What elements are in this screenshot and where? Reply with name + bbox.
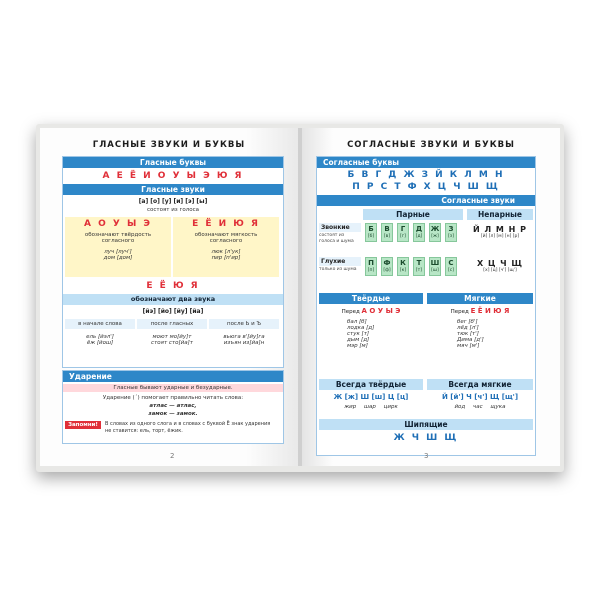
- voiceless-tile-sound: [ф]: [383, 268, 391, 273]
- always-hard-bar: Всегда твёрдые: [319, 379, 423, 390]
- cons-letters-bar: Согласные буквы: [317, 157, 535, 168]
- voiceless-tile: [397, 257, 409, 276]
- voiceless-tile: [429, 257, 441, 276]
- soft-before: [427, 307, 533, 315]
- vowel-letters-bar: Гласные буквы: [63, 157, 283, 168]
- voiced-tile-letter: Г: [400, 225, 406, 233]
- hard-before-letters: А О У Ы Э: [361, 307, 401, 315]
- col-start-label: в начале слова: [65, 319, 135, 329]
- voiceless-tile-sound: [п]: [367, 268, 375, 273]
- col-after-signs-example-1: вьюга в'[йу]га: [223, 334, 265, 340]
- soft-example: Дима [д']: [457, 337, 484, 343]
- unpaired-voiced-letters: Й Л М Н Р: [473, 225, 527, 234]
- hard-before-label: Перед: [341, 309, 360, 315]
- voiceless-tile-letter: К: [400, 259, 406, 267]
- col-after-vowels-example-1: моют мо[йу]т: [152, 334, 192, 340]
- consonants-panel: [316, 156, 536, 456]
- voiceless-tile-sound: [т]: [415, 268, 423, 273]
- unpaired-voiced: [467, 225, 533, 239]
- voiced-tile: [397, 223, 409, 242]
- hard-examples: [347, 319, 417, 349]
- stress-bar: Ударение: [63, 371, 283, 382]
- col-after-vowels-example-2: стоят сто[йа]т: [151, 340, 193, 346]
- soft-example: мяч [м']: [457, 343, 480, 349]
- vowels-panel: [62, 156, 284, 368]
- hard-example: лодка [д]: [347, 325, 375, 331]
- soft-example-2: пир [п'ир]: [211, 255, 241, 261]
- voiced-tile-sound: [д]: [415, 234, 423, 239]
- voiceless-tile-letter: Ф: [383, 259, 391, 267]
- voiced-tile: [381, 223, 393, 242]
- unpaired-voiceless: [467, 259, 533, 273]
- soft-bar: Мягкие: [427, 293, 533, 304]
- left-page-number: 2: [170, 452, 175, 460]
- hard-example: мэр [м]: [347, 343, 368, 349]
- voiceless-tile: [381, 257, 393, 276]
- col-after-signs-example-2: изъян из[йа]н: [223, 340, 265, 346]
- col-start-example-2: ёж [йош]: [86, 340, 114, 346]
- voiceless-tiles: [365, 257, 463, 277]
- hard-note: обозначают твёрдость согласного: [84, 232, 152, 244]
- hard-before: [319, 307, 423, 315]
- voiceless-tile: [365, 257, 377, 276]
- col-start: [65, 319, 135, 346]
- col-after-signs: [209, 319, 279, 346]
- voiceless-label-block: [319, 257, 361, 273]
- unpaired-voiced-sounds: [й] [л] [м] [н] [р]: [480, 234, 520, 239]
- left-page: [40, 128, 298, 466]
- soft-example: тюк [т']: [457, 331, 479, 337]
- voiced-note: состоят из голоса и шума: [319, 233, 354, 244]
- vowel-sounds-bar: Гласные звуки: [63, 184, 283, 195]
- soft-note: обозначают мягкость согласного: [194, 232, 258, 244]
- always-soft-letters: Й [й'] Ч [ч'] Щ [щ']: [441, 393, 519, 401]
- two-sounds: [йэ] [йо] [йу] [йа]: [142, 308, 204, 315]
- unpaired-voiceless-letters: Х Ц Ч Щ: [476, 259, 523, 268]
- right-page: [302, 128, 560, 466]
- hissing-letters: Ж Ч Ш Щ: [393, 433, 459, 443]
- soft-block: [173, 217, 279, 277]
- voiceless-tile-letter: Т: [416, 259, 422, 267]
- voiceless-tile-letter: П: [368, 259, 374, 267]
- stress-line-1: Гласные бывают ударные и безударные.: [63, 384, 283, 392]
- vowel-sounds-note: состоят из голоса: [146, 207, 200, 213]
- right-page-title: СОГЛАСНЫЕ ЗВУКИ И БУКВЫ: [347, 140, 515, 150]
- stress-example-2: замок — замок.: [148, 411, 198, 417]
- voiced-tile-letter: Ж: [430, 225, 440, 233]
- voiced-tile-letter: З: [448, 225, 454, 233]
- voiceless-tile-sound: [к]: [399, 268, 407, 273]
- stress-line-2: Ударение (´) помогает правильно читать слова:: [102, 395, 244, 401]
- voiceless-tile-letter: Ш: [430, 259, 440, 267]
- soft-letters: Е Ё И Ю Я: [192, 219, 260, 229]
- voiceless-tile-letter: С: [448, 259, 454, 267]
- voiced-tile-letter: Д: [415, 225, 423, 233]
- col-start-example-1: ель [йэл']: [86, 334, 114, 340]
- always-soft-examples: йод час щука: [454, 404, 506, 410]
- hard-example: бал [б]: [347, 319, 367, 325]
- hard-example-1: луч [луч']: [104, 249, 132, 255]
- unpaired-bar: Непарные: [467, 209, 533, 220]
- hard-block: [65, 217, 171, 277]
- cons-letters-row-1: Б В Г Д Ж З Й К Л М Н: [347, 170, 505, 180]
- right-page-number: 3: [424, 452, 429, 460]
- hissing-bar: Шипящие: [319, 419, 533, 430]
- voiced-tile-sound: [ж]: [431, 234, 439, 239]
- cons-sounds-bar: Согласные звуки: [317, 195, 535, 206]
- vowel-letters: А Е Ё И О У Ы Э Ю Я: [102, 171, 244, 181]
- voiced-tiles: [365, 223, 463, 243]
- col-after-vowels: [137, 319, 207, 346]
- voiceless-label: Глухие: [319, 257, 361, 266]
- voiceless-tile: [445, 257, 457, 276]
- vowel-sounds: [а] [о] [у] [и] [э] [ы]: [138, 198, 208, 205]
- voiceless-tile-sound: [ш]: [431, 268, 439, 273]
- voiced-tile-letter: Б: [368, 225, 374, 233]
- hard-example-2: дом [дом]: [103, 255, 133, 261]
- voiced-label: Звонкие: [319, 223, 361, 232]
- voiced-tile-sound: [в]: [383, 234, 391, 239]
- col-after-vowels-label: после гласных: [137, 319, 207, 329]
- paired-bar: Парные: [363, 209, 463, 220]
- hard-example: дым [д]: [347, 337, 370, 343]
- unpaired-voiceless-sounds: [х] [ц] [ч'] [щ']: [483, 268, 517, 273]
- stress-example-1: атлас — атлас,: [149, 403, 197, 409]
- two-sounds-bar: обозначают два звука: [63, 294, 283, 305]
- hard-letters: А О У Ы Э: [83, 219, 153, 229]
- hard-bar: Твёрдые: [319, 293, 423, 304]
- always-soft-bar: Всегда мягкие: [427, 379, 533, 390]
- remember-label: Запомни!: [65, 421, 101, 429]
- soft-example: лёд [л']: [457, 325, 479, 331]
- soft-example-1: люк [л'ук]: [211, 249, 241, 255]
- voiced-tile-sound: [б]: [367, 234, 375, 239]
- voiced-tile: [445, 223, 457, 242]
- cons-letters-row-2: П Р С Т Ф Х Ц Ч Ш Щ: [352, 182, 500, 192]
- soft-before-label: Перед: [450, 309, 469, 315]
- voiced-tile: [429, 223, 441, 242]
- soft-before-letters: Е Ё И Ю Я: [470, 307, 510, 315]
- voiceless-tile-sound: [с]: [448, 268, 454, 273]
- remember-text: В словах из одного слога и в словах с буквой Ё знак ударения не ставится: ель, торт, ёжик.: [105, 421, 271, 434]
- always-hard-letters: Ж [ж] Ш [ш] Ц [ц]: [333, 393, 409, 401]
- voiced-tile: [413, 223, 425, 242]
- soft-examples: [457, 319, 527, 349]
- voiced-tile-sound: [г]: [400, 234, 406, 239]
- stress-panel: [62, 370, 284, 444]
- two-sound-letters: Е Ё Ю Я: [146, 281, 200, 291]
- voiced-tile-sound: [з]: [448, 234, 454, 239]
- voiceless-note: только из шума: [319, 267, 357, 272]
- left-page-title: ГЛАСНЫЕ ЗВУКИ И БУКВЫ: [92, 140, 246, 150]
- soft-example: бег [б']: [457, 319, 478, 325]
- col-after-signs-label: после Ь и Ъ: [209, 319, 279, 329]
- voiceless-tile: [413, 257, 425, 276]
- voiced-label-block: [319, 223, 361, 245]
- always-hard-examples: жир шар цирк: [344, 404, 398, 410]
- voiced-tile: [365, 223, 377, 242]
- hard-example: стук [т]: [347, 331, 370, 337]
- voiced-tile-letter: В: [384, 225, 390, 233]
